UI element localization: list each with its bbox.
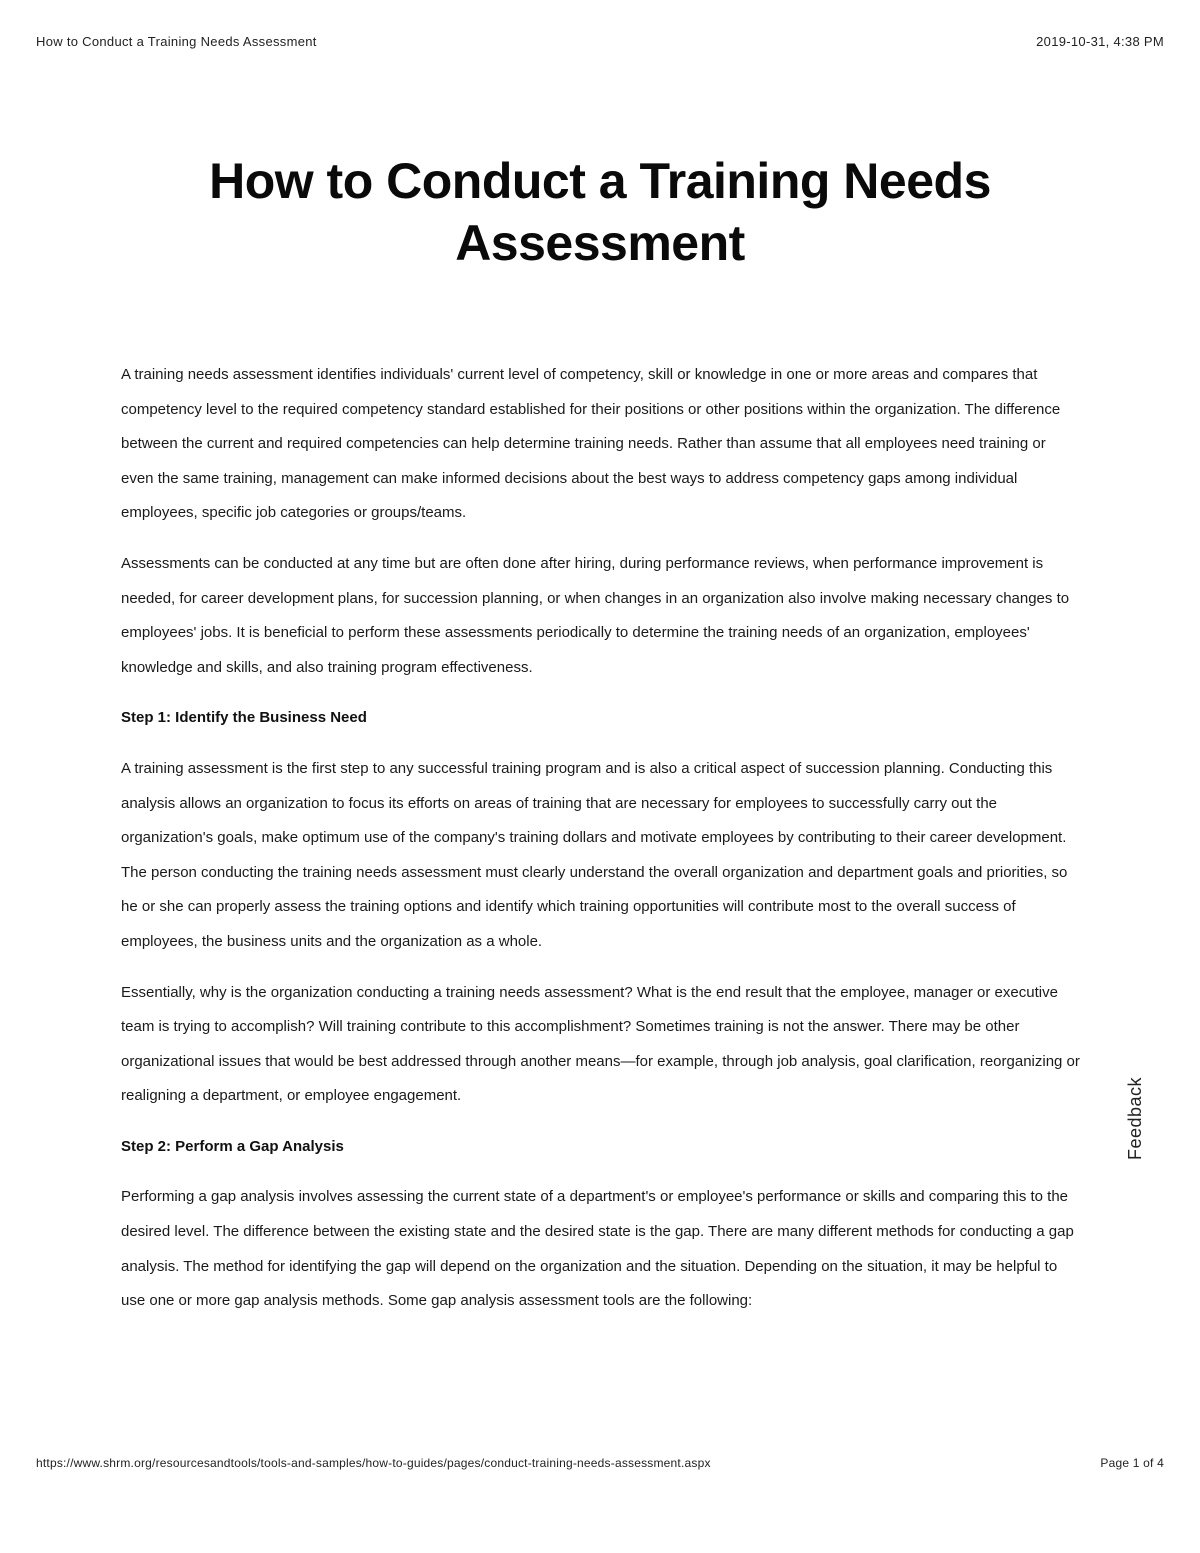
step-1-heading: Step 1: Identify the Business Need: [121, 709, 367, 727]
intro-paragraph-1: A training needs assessment identifies individuals' current level of competency, skill or knowledge in one or more areas and compares that competency level to the required competency standard established for their positions or other positions within the organization. The difference between the current and required competencies can help determine training needs. Rather than assume that all employees need training or even the same training, management can make informed decisions about the best ways to address competency gaps among individual employees, specific job categories or groups/teams.: [121, 366, 1061, 522]
print-header-title: How to Conduct a Training Needs Assessment: [36, 34, 317, 49]
print-footer-url: https://www.shrm.org/resourcesandtools/tools-and-samples/how-to-guides/pages/conduct-training-needs-assessment.aspx: [36, 1456, 711, 1470]
article-title: How to Conduct a Training Needs Assessment: [209, 153, 991, 271]
feedback-tab[interactable]: [1116, 1070, 1156, 1166]
print-header-datetime: 2019-10-31, 4:38 PM: [1036, 34, 1164, 49]
step-1-paragraph-1: A training assessment is the first step to any successful training program and is also a critical aspect of succession planning. Conducting this analysis allows an organization to focus its efforts on areas of training that are necessary for employees to successfully carry out the organization's goals, make optimum use of the company's training dollars and motivate employees by contributing to their career development. The person conducting the training needs assessment must clearly understand the overall organization and department goals and priorities, so he or she can properly assess the training options and identify which training opportunities will contribute most to the overall success of employees, the business units and the organization as a whole.: [121, 759, 1068, 950]
feedback-tab-label: Feedback: [1125, 1076, 1146, 1160]
print-footer: [36, 1456, 1164, 1474]
article-body: [121, 358, 1081, 1335]
print-footer-page-number: Page 1 of 4: [1100, 1456, 1164, 1470]
step-2-paragraph-1: Performing a gap analysis involves assessing the current state of a department's or employee's performance or skills and comparing this to the desired level. The difference between the existing state and the desired state is the gap. There are many different methods for conducting a gap analysis. The method for identifying the gap will depend on the organization and the situation. Depending on the situation, it may be helpful to use one or more gap analysis methods. Some gap analysis assessment tools are the following:: [121, 1188, 1074, 1310]
step-1-paragraph-2: Essentially, why is the organization conducting a training needs assessment? What is the end result that the employee, manager or executive team is trying to accomplish? Will training contribute to this accomplishment? Sometimes training is not the answer. There may be other organizational issues that would be best addressed through another means—for example, through job analysis, goal clarification, reorganizing or realigning a department, or employee engagement.: [121, 983, 1080, 1105]
step-2-heading: Step 2: Perform a Gap Analysis: [121, 1137, 344, 1155]
print-header: [36, 34, 1164, 52]
intro-paragraph-2: Assessments can be conducted at any time but are often done after hiring, during performance reviews, when performance improvement is needed, for career development plans, for succession planning, or when changes in an organization also involve making necessary changes to employees' jobs. It is beneficial to perform these assessments periodically to determine the training needs of an organization, employees' knowledge and skills, and also training program effectiveness.: [121, 554, 1070, 676]
